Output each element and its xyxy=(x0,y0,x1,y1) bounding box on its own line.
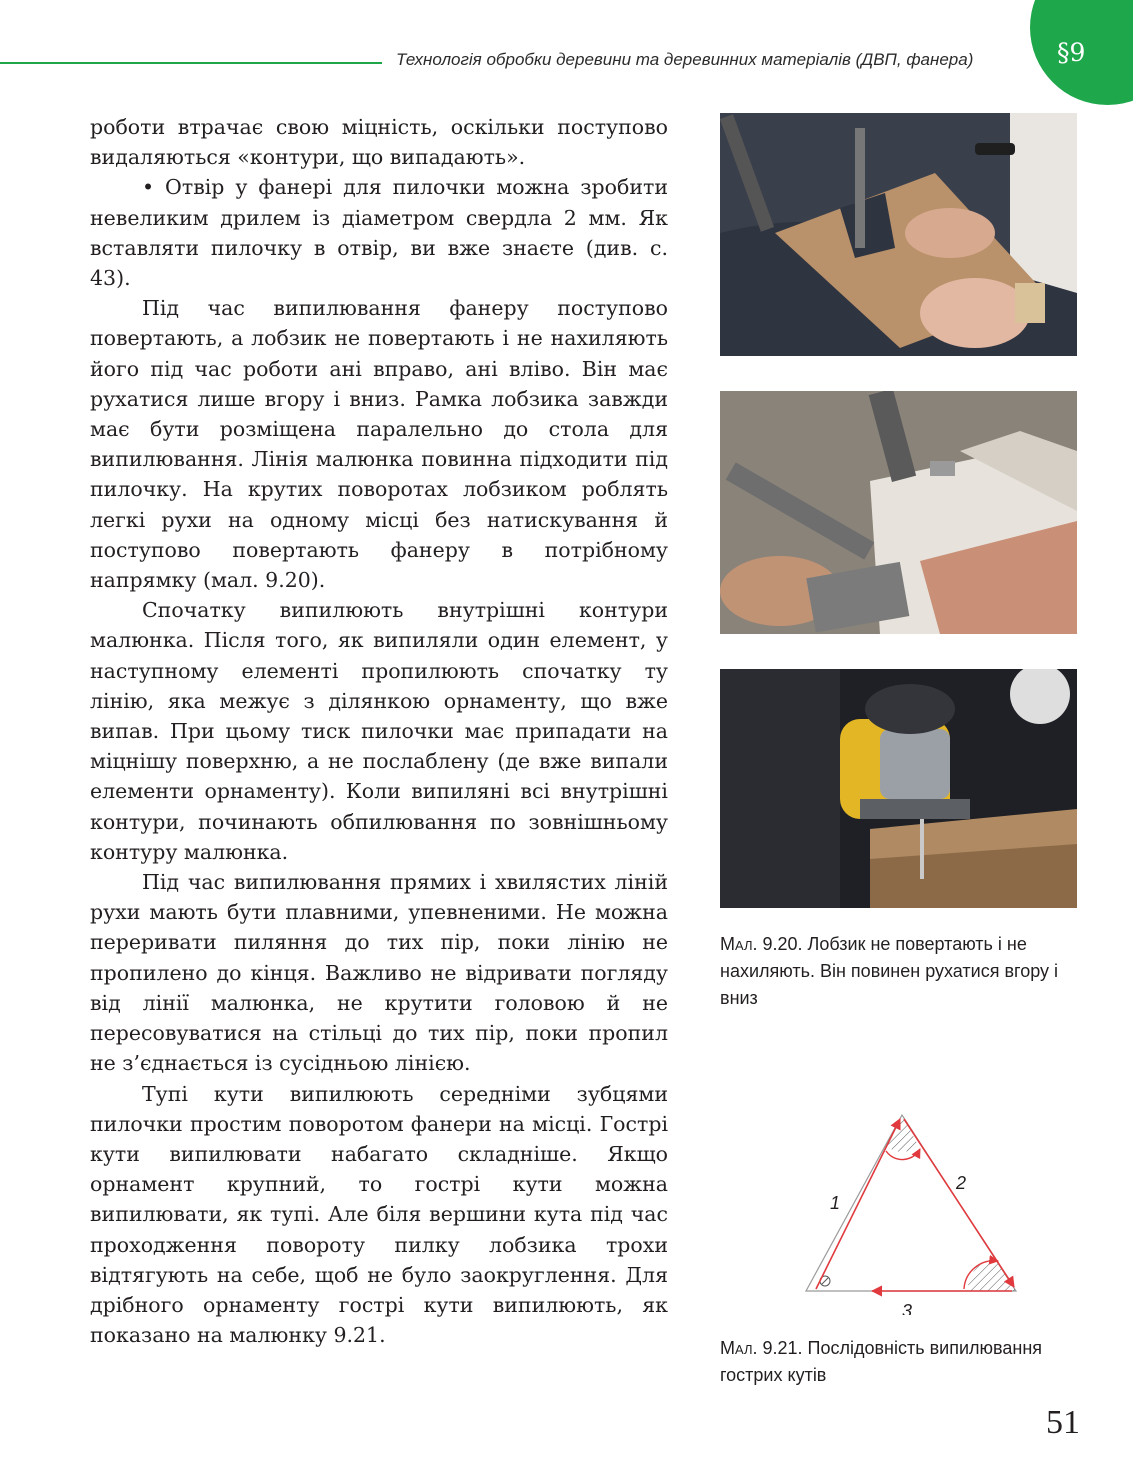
paragraph: роботи втрачає свою міцність, оскільки поступово видаляються «контури, що випадають». xyxy=(90,115,668,170)
photo-fretsaw-hands xyxy=(720,113,1077,356)
diagram-acute-angles xyxy=(800,1105,1030,1319)
caption-fig-9-20 xyxy=(720,931,1080,1012)
caption-text: 9.20. Лобзик не повертають і не нахиляють. Він повинен рухатися вгору і вниз xyxy=(720,934,1059,1008)
hatched-right-corner xyxy=(968,1259,1016,1291)
label-1: 1 xyxy=(830,1193,841,1213)
cut-path-2 xyxy=(904,1119,1014,1287)
page-number: 51 xyxy=(1046,1404,1080,1441)
cut-path-1 xyxy=(816,1119,900,1289)
caption-fig-9-21 xyxy=(720,1335,1080,1389)
label-3: 3 xyxy=(902,1301,913,1315)
caption-text: 9.21. Послідовність випилювання гострих кутів xyxy=(720,1338,1043,1385)
caption-prefix: Мал. xyxy=(720,934,758,954)
section-number: §9 xyxy=(1057,38,1086,67)
paragraph: Тупі кути випилюють середніми зубцями пилочки простим поворотом фанери на місці. Гострі кути випилювати набагато складніше. Якщо орнамент крупний, то гострі кути можна випилювати, як тупі. Але біля вершини кута під час проходження повороту пилку лобзика трохи відтягують на себе, щоб не було заокруглення. Для дрібного орнаменту гострі кути випилюють, як показано на малюнку 9.21. xyxy=(90,1081,668,1348)
photo-fretsaw-cutting xyxy=(720,391,1077,634)
photo-electric-jigsaw xyxy=(720,669,1077,908)
body-text xyxy=(90,112,668,1350)
label-2: 2 xyxy=(956,1173,967,1193)
paragraph-bullet: • Отвір у фанері для пилочки можна зробити невеликим дрилем із діаметром свердла 2 мм. Як вставляти пилочку в отвір, ви вже знаєте (див. с. 43). xyxy=(90,175,668,291)
caption-prefix: Мал. xyxy=(720,1338,758,1358)
header-rule xyxy=(0,62,382,64)
paragraph: Під час випилювання фанеру поступово повертають, а лобзик не повертають і не нахиляють його під час роботи ані вправо, ані вліво. Він має рухатися лише вгору і вниз. Рамка лобзика завжди має бути розміщена паралельно до стола для випилювання. Лінія малюнка повинна підходити під пилочку. На крутих поворотах лобзиком роблять легкі рухи на одному місці без натискування й поступово повертають фанеру в потрібному напрямку (мал. 9.20). xyxy=(90,296,668,593)
running-header: Технологія обробки деревини та деревинних матеріалів (ДВП, фанера) xyxy=(396,50,974,69)
paragraph: Спочатку випилюють внутрішні контури малюнка. Після того, як випиляли один елемент, у наступному елементі пропилюють спочатку ту лінію, яка межує з ділянкою орнаменту, що вже випав. При цьому тиск пилочки має припадати на міцнішу поверхню, а не послаблену (де вже випали елементи орнаменту). Коли випиляні всі внутрішні контури, починають обпилювання по зовнішньому контуру малюнка. xyxy=(90,598,668,864)
paragraph: Під час випилювання прямих і хвилястих ліній рухи мають бути плавними, упевненими. Не можна переривати пиляння до тих пір, поки лінію не пропилено до кінця. Важливо не відривати погляду від лінії малюнка, не крутити головою й не пересовуватися на стільці до тих пір, поки пропил не з’єднається із сусідньою лінією. xyxy=(90,870,668,1076)
